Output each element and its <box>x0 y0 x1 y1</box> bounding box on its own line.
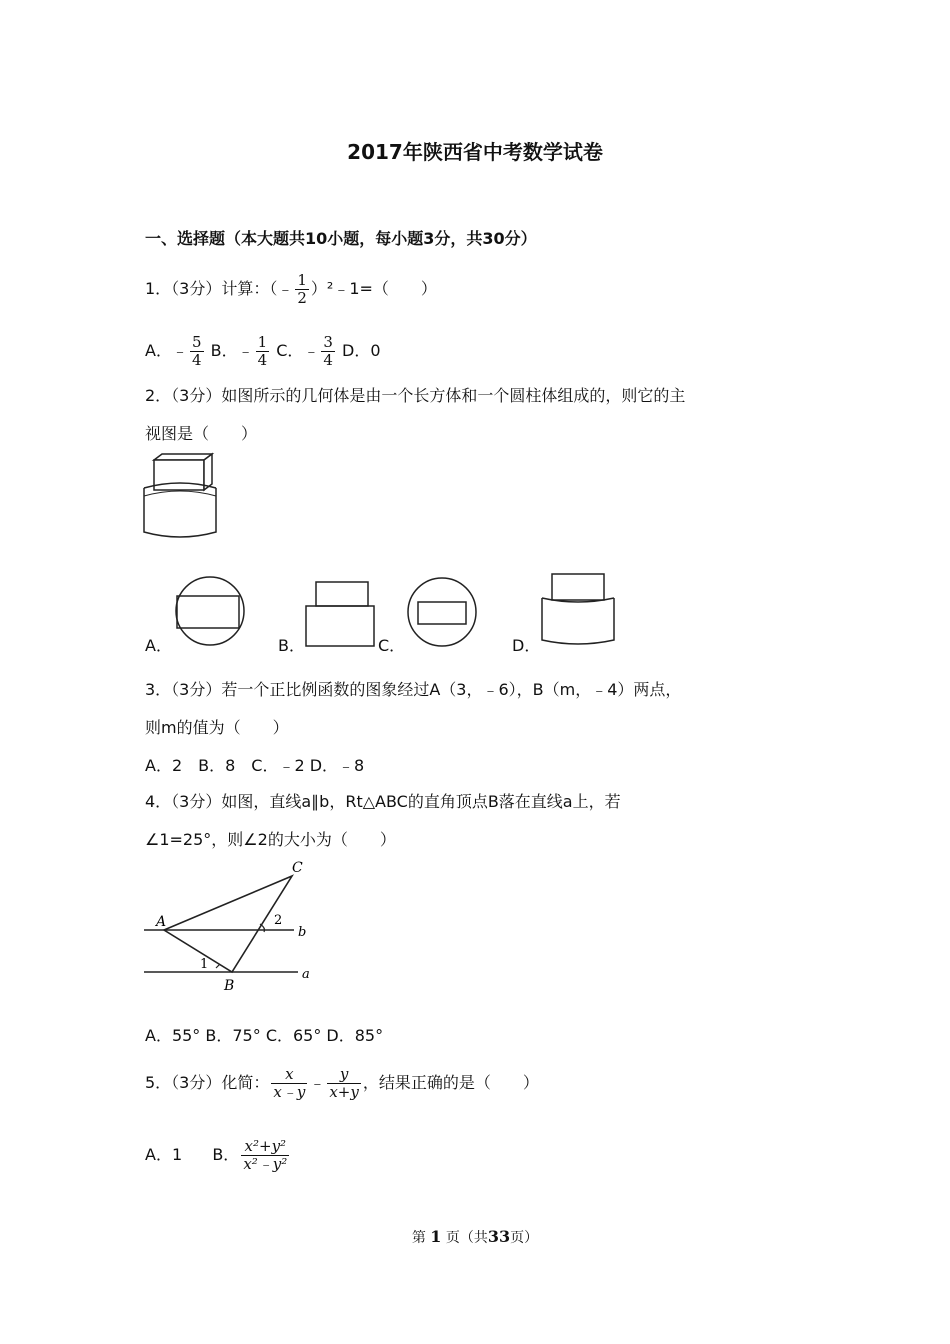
q5-prefix: 5．（3分）化简： <box>145 1073 270 1092</box>
q2-line2: 视图是（ ） <box>145 424 258 443</box>
page-title: 2017年陕西省中考数学试卷 <box>347 140 603 164</box>
q5-f2-den: x+y <box>329 1083 359 1101</box>
footer-post: 页） <box>510 1230 539 1246</box>
cylinder-inner-edge <box>144 491 216 496</box>
q1-a-den: 4 <box>191 351 202 369</box>
q5-f1-num: x <box>271 1066 307 1084</box>
q5-b-den: x²﹣y² <box>243 1155 288 1173</box>
q5-b-num: x²+y² <box>241 1138 289 1156</box>
question-5 <box>145 1066 539 1101</box>
label-b: b <box>298 925 307 940</box>
q4-figure <box>142 856 322 996</box>
footer-total-pages: 33 <box>487 1227 511 1246</box>
q5-fraction-1 <box>271 1066 307 1101</box>
angle-1-mark <box>216 964 220 968</box>
page-footer <box>0 1227 950 1247</box>
q1-suffix: ）²﹣1=（ ） <box>310 279 437 298</box>
triangle-abc <box>164 876 292 972</box>
q1-option-b-label: B．﹣ <box>210 341 254 360</box>
question-1-options <box>145 334 381 369</box>
footer-mid: 页（共 <box>445 1230 488 1246</box>
q2-option-d-figure <box>540 572 616 648</box>
q1-c-num: 3 <box>323 333 333 351</box>
section-heading: 一、选择题（本大题共10小题，每小题3分，共30分） <box>145 229 537 248</box>
q5-option-a: A．1 <box>145 1145 183 1164</box>
question-1 <box>145 272 437 307</box>
q1-option-c-label: C．﹣ <box>276 341 320 360</box>
q1-a-num: 5 <box>191 333 202 351</box>
q1-prefix: 1．（3分）计算：（﹣ <box>145 279 294 298</box>
q3-options: A．2 B．8 C．﹣2 D．﹣8 <box>145 756 365 775</box>
q5-f1-den: x﹣y <box>273 1083 306 1101</box>
q2-line1: 2．（3分）如图所示的几何体是由一个长方体和一个圆柱体组成的，则它的主 <box>145 386 686 405</box>
q1-option-c-frac <box>321 334 335 369</box>
q4-line1: 4．（3分）如图，直线a∥b，Rt△ABC的直角顶点B落在直线a上，若 <box>145 792 621 811</box>
q5-fraction-2 <box>327 1066 361 1101</box>
q2-solid-figure <box>140 452 220 540</box>
q4-options: A．55° B．75° C．65° D．85° <box>145 1026 384 1045</box>
cylinder-body <box>144 488 216 537</box>
q1-frac-den: 2 <box>297 289 307 307</box>
q1-frac-num: 1 <box>297 271 307 289</box>
label-B: B <box>224 978 235 994</box>
q1-option-b-frac <box>256 334 270 369</box>
box-side-face <box>204 454 212 490</box>
box-top-face <box>154 454 212 460</box>
q5-options <box>145 1138 291 1173</box>
q1-b-den: 4 <box>257 351 268 369</box>
q5-suffix: ，结果正确的是（ ） <box>362 1073 539 1092</box>
q3-line1: 3．（3分）若一个正比例函数的图象经过A（3，﹣6），B（m，﹣4）两点， <box>145 680 682 699</box>
footer-pre: 第 <box>411 1230 426 1246</box>
q2-option-b-label: B． <box>278 636 305 655</box>
footer-page-number: 1 <box>430 1227 442 1246</box>
q5-minus: ﹣ <box>309 1073 326 1092</box>
q2-option-d-label: D． <box>512 636 541 655</box>
label-angle-1: 1 <box>200 957 209 972</box>
q1-option-d: D．0 <box>342 341 381 360</box>
q2-option-c-label: C． <box>378 636 406 655</box>
q3-line2: 则m的值为（ ） <box>145 718 289 737</box>
angle-2-mark <box>260 924 265 932</box>
label-a: a <box>302 967 310 982</box>
q5-option-b-frac <box>241 1138 289 1173</box>
box-front-face <box>154 460 204 490</box>
q1-option-a-label: A．﹣ <box>145 341 188 360</box>
q2-option-a-label: A． <box>145 636 172 655</box>
q5-option-b-label: B． <box>212 1145 240 1164</box>
q1-c-den: 4 <box>323 351 333 369</box>
q1-fraction <box>295 272 309 307</box>
q5-f2-num: y <box>327 1066 361 1084</box>
q1-b-num: 1 <box>257 333 268 351</box>
label-C: C <box>292 860 303 876</box>
q4-line2: ∠1=25°，则∠2的大小为（ ） <box>145 830 396 849</box>
q1-option-a-frac <box>190 334 204 369</box>
q2-option-b-figure <box>306 578 378 648</box>
label-A: A <box>156 914 167 930</box>
q2-option-a-figure <box>172 574 248 648</box>
label-angle-2: 2 <box>274 913 283 928</box>
q2-option-c-figure <box>404 574 480 648</box>
